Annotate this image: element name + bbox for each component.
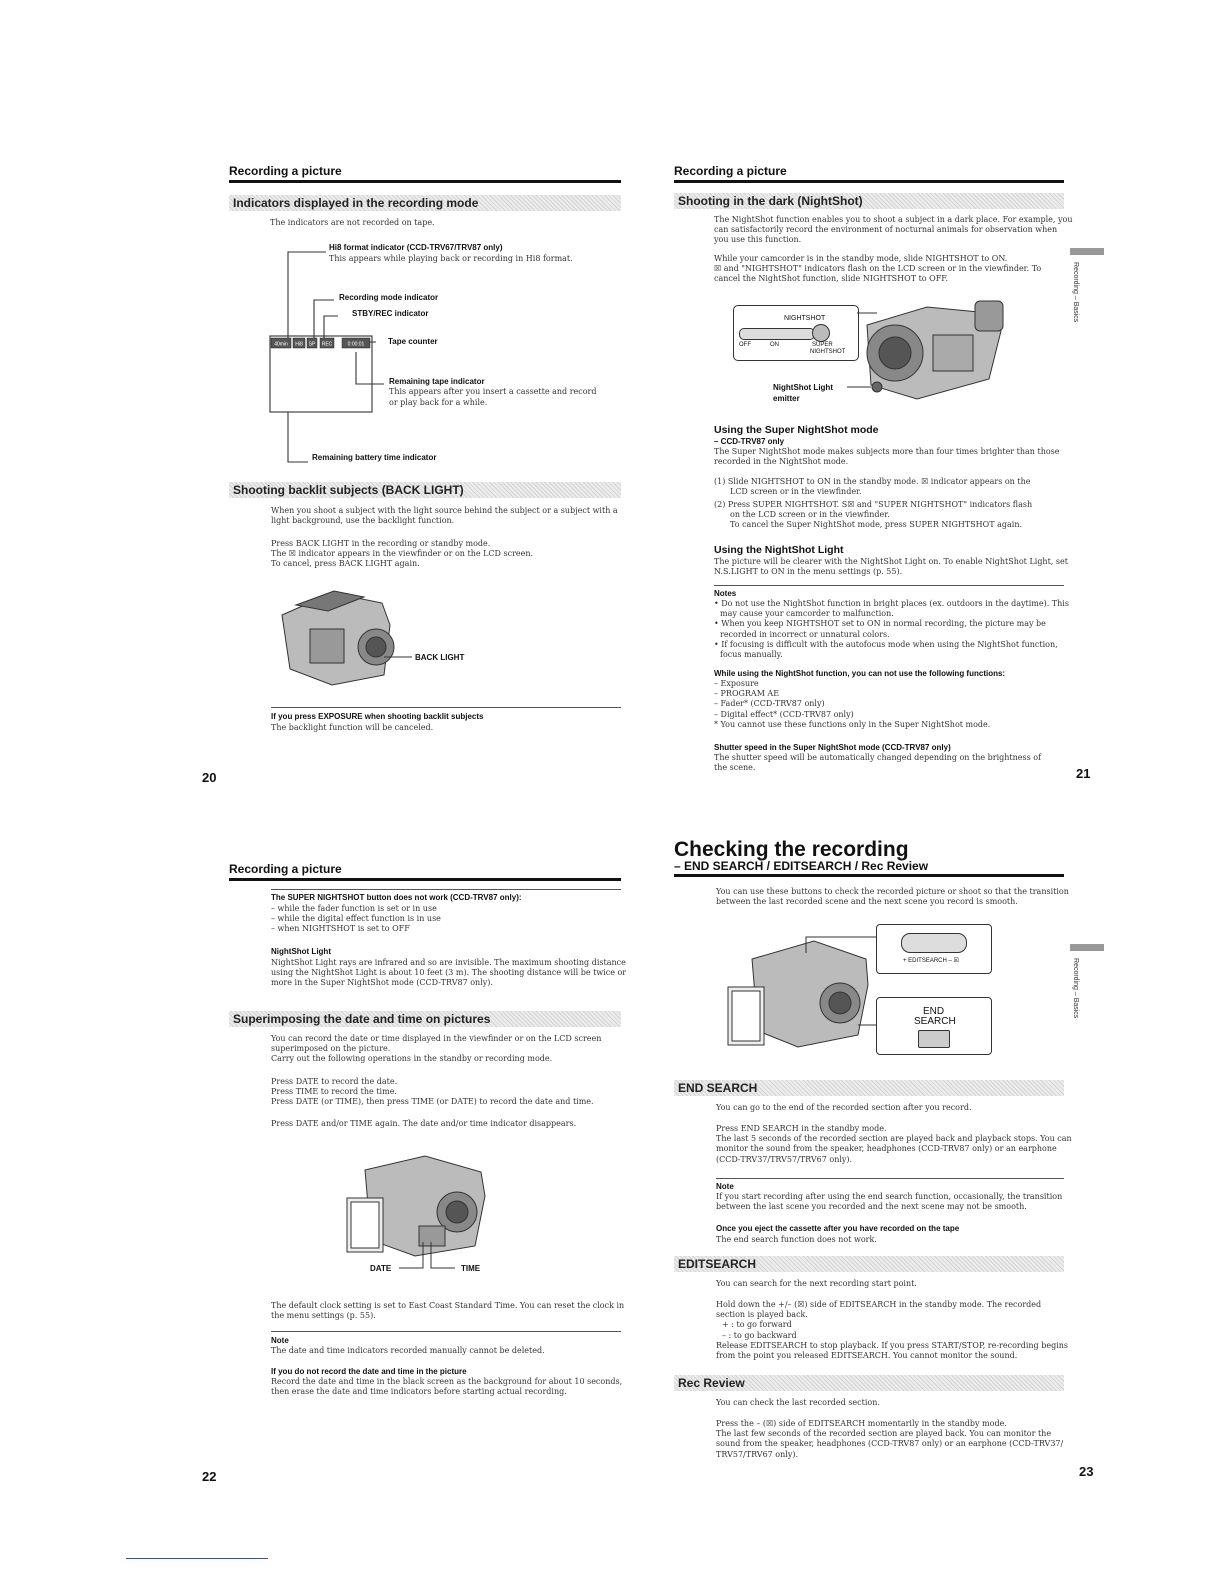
text-line: – Digital effect* (CCD-TRV87 only) [714, 709, 854, 719]
nightshot-light-title: Using the NightShot Light [714, 544, 844, 556]
section-heading-superimpose: Superimposing the date and time on pictures [229, 1011, 621, 1027]
page-header: Recording a picture [229, 164, 342, 178]
text-line: The Super NightShot mode makes subjects more than four times brighter than those [714, 447, 1060, 456]
screen-indicator-chip: 0:00:01 [347, 341, 365, 348]
eject-title: Once you eject the cassette after you have recorded on the tape [716, 1224, 960, 1233]
super-nightshot-text [714, 447, 1060, 467]
text-line: light background, use the backlight function. [271, 516, 455, 526]
screen-indicator-chip: Hi8 [295, 341, 303, 348]
switch-super-label-2: NIGHTSHOT [810, 349, 846, 355]
camcorder-backlight-illustration [272, 585, 422, 695]
text-line: superimposed on the picture. [271, 1044, 391, 1054]
text-line: focus manually. [720, 650, 783, 660]
camcorder-nightshot-illustration [857, 295, 1007, 407]
text-line: The ☒ indicator appears in the viewfinder or on the LCD screen. [271, 549, 534, 559]
if-not-record-text [271, 1377, 622, 1397]
camcorder-search-illustration [726, 925, 876, 1055]
tape-counter-label: Tape counter [388, 337, 438, 346]
section-heading-rec-review: Rec Review [674, 1375, 1064, 1391]
text-line: recorded in incorrect or unnatural colors. [720, 629, 890, 639]
superimpose-intro [271, 1034, 601, 1065]
header-rule [674, 874, 1064, 877]
eject-text: The end search function does not work. [716, 1235, 877, 1244]
super-nightshot-button[interactable] [812, 324, 830, 342]
remaining-tape-desc-2: or play back for a while. [389, 398, 488, 407]
shutter-speed-title: Shutter speed in the Super NightShot mode (CCD-TRV87 only) [714, 743, 951, 752]
side-tab-bar [1070, 248, 1104, 255]
text-line: from the point you released EDITSEARCH. You cannot monitor the sound. [716, 1351, 1018, 1361]
intro-text [716, 887, 1069, 907]
footer-link-underline [126, 1558, 268, 1559]
exposure-subtitle: If you press EXPOSURE when shooting backlit subjects [271, 712, 484, 721]
nightshot-steps [714, 254, 1041, 285]
page-title: Checking the recording [674, 838, 909, 861]
superimpose-cancel: Press DATE and/or TIME again. The date and/or time indicator disappears. [271, 1119, 577, 1128]
while-using-title: While using the NightShot function, you can not use the following functions: [714, 669, 1006, 678]
endsearch-label-1: END [923, 1006, 945, 1017]
divider [716, 1178, 1064, 1179]
page-header: Recording a picture [674, 164, 787, 178]
text-line: Release EDITSEARCH to stop playback. If you press START/STOP, re-recording begins [716, 1340, 1069, 1350]
if-not-record-title: If you do not record the date and time in the picture [271, 1367, 467, 1376]
exposure-text: The backlight function will be canceled. [271, 723, 434, 732]
text-line: * You cannot use these functions only in the Super NightShot mode. [714, 719, 991, 729]
time-button-label: TIME [461, 1264, 481, 1273]
text-line: If you start recording after using the end search function, occasionally, the transition [716, 1192, 1063, 1201]
text-line: the menu settings (p. 55). [271, 1311, 376, 1321]
remaining-tape-desc-1: This appears after you insert a cassette and record [389, 387, 597, 396]
text-line: Press DATE (or TIME), then press TIME (or DATE) to record the date and time. [271, 1097, 594, 1107]
switch-off-label: OFF [739, 342, 751, 348]
text-line: To cancel, press BACK LIGHT again. [271, 559, 420, 569]
page-number: 20 [202, 770, 217, 785]
stby-rec-label: STBY/REC indicator [352, 309, 429, 318]
text-line: Record the date and time in the black screen as the background for about 10 seconds, [271, 1377, 623, 1386]
text-line: (1) Slide NIGHTSHOT to ON in the standby mode. ☒ indicator appears on the [714, 477, 1031, 486]
text-line: ☒ and "NIGHTSHOT" indicators flash on the LCD screen or in the viewfinder. To [714, 264, 1042, 274]
text-line: The last few seconds of the recorded section are played back. You can monitor the [716, 1429, 1052, 1439]
note-title: Note [271, 1336, 289, 1345]
screen-indicator-chip: REC [321, 341, 333, 348]
editsearch-label: + EDITSEARCH – ☒ [903, 958, 959, 964]
text-line: • If focusing is difficult with the autofocus mode when using the NightShot function, [714, 639, 1058, 649]
notes-list [714, 599, 1069, 660]
side-tab-bar [1070, 944, 1104, 951]
screen-indicator-chip: SP [308, 341, 316, 348]
note-title: Note [716, 1182, 734, 1191]
text-line: You can use these buttons to check the recorded picture or shoot so that the transition [716, 887, 1069, 896]
rec-review-steps [716, 1419, 1063, 1460]
note-text: The date and time indicators recorded manually cannot be deleted. [271, 1346, 545, 1355]
text-line: between the last scene you recorded and the next scene may not be smooth. [716, 1202, 1027, 1212]
side-tab [1072, 248, 1084, 328]
text-line: The NightShot function enables you to shoot a subject in a dark place. For example, you [714, 215, 1073, 224]
clock-text [271, 1301, 624, 1321]
endsearch-button-box [876, 997, 992, 1055]
notes-title: Notes [714, 589, 737, 598]
hi8-indicator-label: Hi8 format indicator (CCD-TRV67/TRV87 only) [329, 243, 503, 252]
text-line: (CCD-TRV37/TRV57/TRV67 only). [716, 1154, 853, 1164]
battery-time-label: Remaining battery time indicator [312, 453, 437, 462]
side-tab [1072, 944, 1084, 1024]
indicator-diagram [268, 240, 388, 470]
header-rule [229, 180, 621, 183]
section-heading-indicators: Indicators displayed in the recording mode [229, 195, 621, 211]
text-line: section is played back. [716, 1310, 808, 1320]
text-line: NightShot Light rays are infrared and so are invisible. The maximum shooting distance [271, 958, 626, 967]
side-tab-text: Recording – Basics [1072, 958, 1079, 1019]
text-line: monitor the sound from the speaker, headphones (CCD-TRV87 only) or an earphone [716, 1144, 1057, 1154]
divider [714, 585, 1064, 586]
section-heading-endsearch: END SEARCH [674, 1080, 1064, 1096]
shutter-speed-text [714, 753, 1041, 773]
header-rule [674, 180, 1064, 183]
recording-mode-label: Recording mode indicator [339, 293, 439, 302]
header-rule [229, 878, 621, 881]
section-heading-nightshot: Shooting in the dark (NightShot) [674, 193, 1064, 209]
endsearch-intro: You can go to the end of the recorded section after you record. [716, 1103, 972, 1112]
date-button-label: DATE [370, 1264, 392, 1273]
backlight-button-label: BACK LIGHT [415, 653, 465, 662]
text-line: To cancel the Super NightShot mode, press SUPER NIGHTSHOT again. [730, 520, 1023, 530]
text-line: – : to go backward [722, 1330, 797, 1340]
while-using-list [714, 679, 990, 730]
text-line: more in the Super NightShot mode (CCD-TRV87 only). [271, 978, 493, 988]
camcorder-date-time-illustration [345, 1150, 495, 1265]
page-header: Recording a picture [229, 862, 342, 876]
editsearch-button-box [876, 924, 992, 974]
super-nightshot-model: – CCD-TRV87 only [714, 437, 785, 446]
text-line: The default clock setting is set to East Coast Standard Time. You can reset the clock in [271, 1301, 625, 1310]
text-line: The last 5 seconds of the recorded section are played back and playback stops. You can [716, 1134, 1072, 1144]
text-line: + : to go forward [722, 1320, 792, 1330]
endsearch-steps [716, 1124, 1072, 1165]
editsearch-steps [716, 1300, 1068, 1361]
nightshot-light-text [714, 557, 1068, 577]
text-line: LCD screen or in the viewfinder. [730, 487, 862, 497]
section-heading-editsearch: EDITSEARCH [674, 1256, 1064, 1272]
divider [271, 707, 621, 708]
text-line: TRV57/TRV67 only). [716, 1449, 799, 1459]
divider [271, 1331, 621, 1332]
remaining-tape-label: Remaining tape indicator [389, 377, 485, 386]
text-line: Carry out the following operations in the standby or recording mode. [271, 1054, 553, 1064]
page-number: 21 [1076, 766, 1091, 781]
nightshot-switch-diagram [733, 305, 859, 361]
super-nightshot-button-list [271, 904, 441, 935]
editsearch-rocker[interactable] [901, 933, 967, 953]
superimpose-steps [271, 1077, 594, 1108]
text-line: sound from the speaker, headphones (CCD-TRV87 only) or an earphone (CCD-TRV37/ [716, 1439, 1064, 1449]
step-2 [714, 500, 1032, 531]
text-line: the scene. [714, 763, 756, 773]
text-line: • When you keep NIGHTSHOT set to ON in normal recording, the picture may be [714, 619, 1046, 629]
text-line: cancel the NightShot function, slide NIGHTSHOT to OFF. [714, 274, 949, 284]
editsearch-intro: You can search for the next recording start point. [716, 1279, 917, 1288]
text-line: – while the digital effect function is in use [271, 914, 441, 924]
note-text [716, 1192, 1062, 1212]
text-line: you use this function. [714, 235, 802, 245]
backlight-steps [271, 539, 533, 570]
nightshot-intro [714, 215, 1072, 246]
text-line: You can record the date or time displayed in the viewfinder or on the LCD screen [271, 1034, 602, 1043]
emitter-label-1: NightShot Light [773, 383, 833, 392]
nightshot-switch-label: NIGHTSHOT [784, 315, 826, 322]
text-line: between the last recorded scene and the next scene you record is smooth. [716, 897, 1018, 907]
text-line: The picture will be clearer with the NightShot Light on. To enable NightShot Light, set [714, 557, 1068, 566]
text-line: • Do not use the NightShot function in bright places (ex. outdoors in the daytime). This [714, 599, 1069, 608]
text-line: While your camcorder is in the standby mode, slide NIGHTSHOT to ON. [714, 254, 1008, 263]
text-line: Hold down the +/– (☒) side of EDITSEARCH in the standby mode. The recorded [716, 1300, 1042, 1309]
text-line: then erase the date and time indicators before starting actual recording. [271, 1387, 567, 1397]
text-line: may cause your camcorder to malfunction. [720, 609, 894, 619]
intro-text: The indicators are not recorded on tape. [270, 218, 435, 227]
text-line: Press the – (☒) side of EDITSEARCH momentarily in the standby mode. [716, 1419, 1007, 1428]
text-line: – Fader* (CCD-TRV87 only) [714, 699, 825, 709]
text-line: (2) Press SUPER NIGHTSHOT. S☒ and "SUPER NIGHTSHOT" indicators flash [714, 500, 1033, 509]
text-line: – when NIGHTSHOT is set to OFF [271, 924, 410, 934]
screen-indicator-chip: 40min [274, 341, 288, 348]
nightshot-light-title: NightShot Light [271, 947, 331, 956]
text-line: N.S.LIGHT to ON in the menu settings (p. 55). [714, 567, 903, 577]
text-line: When you shoot a subject with the light source behind the subject or a subject with a [271, 506, 618, 515]
text-line: – Exposure [714, 679, 759, 688]
side-tab-text: Recording – Basics [1072, 262, 1079, 323]
super-nightshot-button-title: The SUPER NIGHTSHOT button does not work (CCD-TRV87 only): [271, 893, 522, 902]
text-line: using the NightShot Light is about 10 feet (3 m). The shooting distance will be twice or [271, 968, 627, 978]
page-subtitle: – END SEARCH / EDITSEARCH / Rec Review [674, 859, 929, 873]
text-line: Press TIME to record the time. [271, 1087, 397, 1097]
divider [271, 889, 621, 890]
nightshot-light-text [271, 958, 626, 989]
page-number: 23 [1079, 1464, 1094, 1479]
endsearch-label-2: SEARCH [914, 1016, 956, 1027]
endsearch-button[interactable] [918, 1030, 950, 1048]
text-line: – while the fader function is set or in use [271, 904, 437, 913]
text-line: Press DATE to record the date. [271, 1077, 398, 1086]
nightshot-slider[interactable] [739, 328, 815, 340]
switch-on-label: ON [770, 342, 779, 348]
switch-super-label: SUPER [812, 342, 833, 348]
text-line: Press END SEARCH in the standby mode. [716, 1124, 887, 1133]
text-line: on the LCD screen or in the viewfinder. [730, 510, 890, 520]
super-nightshot-title: Using the Super NightShot mode [714, 424, 879, 436]
step-1 [714, 477, 1030, 497]
text-line: recorded in the NightShot mode. [714, 457, 849, 467]
text-line: – PROGRAM AE [714, 689, 780, 699]
hi8-indicator-desc: This appears while playing back or recording in Hi8 format. [329, 254, 573, 263]
text-line: The shutter speed will be automatically changed depending on the brightness of [714, 753, 1042, 762]
text-line: can satisfactorily record the environment of nocturnal animals for observation when [714, 225, 1058, 235]
text-line: Press BACK LIGHT in the recording or standby mode. [271, 539, 491, 548]
section-heading-backlight: Shooting backlit subjects (BACK LIGHT) [229, 482, 621, 498]
emitter-label-2: emitter [773, 394, 800, 403]
page-number: 22 [202, 1469, 217, 1484]
rec-review-intro: You can check the last recorded section. [716, 1398, 880, 1407]
backlight-intro [271, 506, 618, 526]
